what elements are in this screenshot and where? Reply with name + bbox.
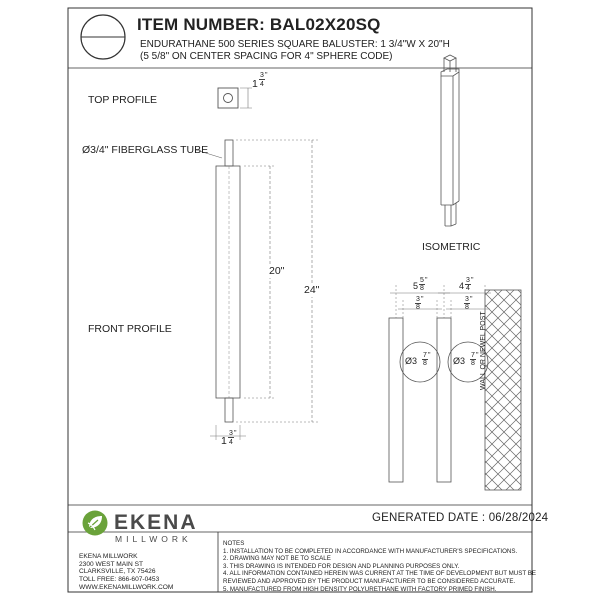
bottom-width-inch: " (234, 430, 237, 437)
sphere2-num: 7 (471, 352, 475, 359)
address-line-1: 2300 WEST MAIN ST (79, 560, 144, 568)
front-profile-label: FRONT PROFILE (88, 323, 172, 335)
height-24-label: 24" (304, 284, 320, 296)
sphere1-num: 7 (423, 352, 427, 359)
sphere2-prefix: Ø3 (453, 356, 466, 366)
front-profile-shape (216, 140, 240, 422)
wall-hatch (485, 290, 521, 490)
spacing2-den: 4 (466, 285, 470, 292)
top-profile-label: TOP PROFILE (88, 94, 158, 106)
note-4: 4. ALL INFORMATION CONTAINED HEREIN WAS CURRENT AT THE TIME OF DEVELOPMENT BUT MUST BE (223, 570, 536, 578)
notes-block (223, 540, 536, 593)
bottom-width-num: 3 (229, 430, 233, 437)
spacing1-whole: 5 (413, 281, 419, 291)
note-3: 3. THIS DRAWING IS INTENDED FOR DESIGN AND PLANNING PURPOSES ONLY. (223, 562, 460, 570)
gap1-num: 3 (416, 296, 420, 303)
spacing1-inch: " (425, 277, 428, 284)
sphere2-inch: " (476, 352, 479, 359)
split-circle-icon (81, 15, 125, 59)
description-line-2: (5 5/8" ON CENTER SPACING FOR 4" SPHERE CODE) (140, 51, 393, 62)
description-line-1: ENDURATHANE 500 SERIES SQUARE BALUSTER: 1 3/4"W X 20"H (140, 39, 450, 50)
spacing2-whole: 4 (459, 281, 465, 291)
top-width-den: 4 (260, 81, 264, 88)
spacing-section (389, 318, 488, 482)
spacing2-num: 3 (466, 277, 470, 284)
sphere1-den: 8 (423, 360, 427, 367)
top-width-inch: " (265, 72, 268, 79)
isometric-label: ISOMETRIC (422, 241, 481, 253)
note-2: 2. DRAWING MAY NOT BE TO SCALE (223, 555, 331, 563)
toll-free: TOLL FREE: 866-607-0453 (79, 576, 160, 584)
top-profile-shape (218, 88, 238, 108)
note-4-cont: REVIEWED AND APPROVED BY THE PRODUCT MANUFACTURER TO BE CONSIDERED ACCURATE. (223, 577, 516, 585)
gap1-den: 8 (416, 304, 420, 311)
sphere2-den: 8 (471, 360, 475, 367)
address-line-2: CLARKSVILLE, TX 75426 (79, 568, 156, 576)
brand-name: EKENA (114, 511, 198, 534)
note-1: 1. INSTALLATION TO BE COMPLETED IN ACCORDANCE WITH MANUFACTURER'S SPECIFICATIONS. (223, 547, 518, 555)
height-20-label: 20" (269, 265, 285, 277)
gap1-inch: " (421, 296, 424, 303)
wall-post-label: WALL OR NEWEL POST (480, 311, 487, 390)
isometric-shape (441, 55, 459, 226)
fiberglass-tube-label: Ø3/4" FIBERGLASS TUBE (82, 144, 209, 156)
gap2-inch: " (470, 296, 473, 303)
top-width-num: 3 (260, 72, 264, 79)
leaf-logo-icon (82, 510, 108, 536)
top-width-whole: 1 (252, 78, 258, 90)
gap2-den: 8 (465, 304, 469, 311)
spacing1-den: 8 (420, 285, 424, 292)
sphere1-inch: " (428, 352, 431, 359)
note-5: 5. MANUFACTURED FROM HIGH DENSITY POLYURETHANE WITH FACTORY PRIMED FINISH. (223, 585, 497, 593)
company-name: EKENA MILLWORK (79, 553, 138, 560)
generated-date: GENERATED DATE : 06/28/2024 (372, 512, 549, 524)
bottom-width-den: 4 (229, 439, 233, 446)
item-number-title: ITEM NUMBER: BAL02X20SQ (137, 15, 381, 34)
company-address (79, 553, 173, 592)
sphere1-prefix: Ø3 (405, 356, 418, 366)
spacing2-inch: " (471, 277, 474, 284)
spacing1-num: 5 (420, 277, 424, 284)
website: WWW.EKENAMILLWORK.COM (79, 583, 174, 591)
bottom-width-whole: 1 (221, 435, 227, 447)
brand-subtitle: MILLWORK (115, 534, 192, 544)
gap2-num: 3 (465, 296, 469, 303)
notes-title: NOTES (223, 540, 245, 547)
